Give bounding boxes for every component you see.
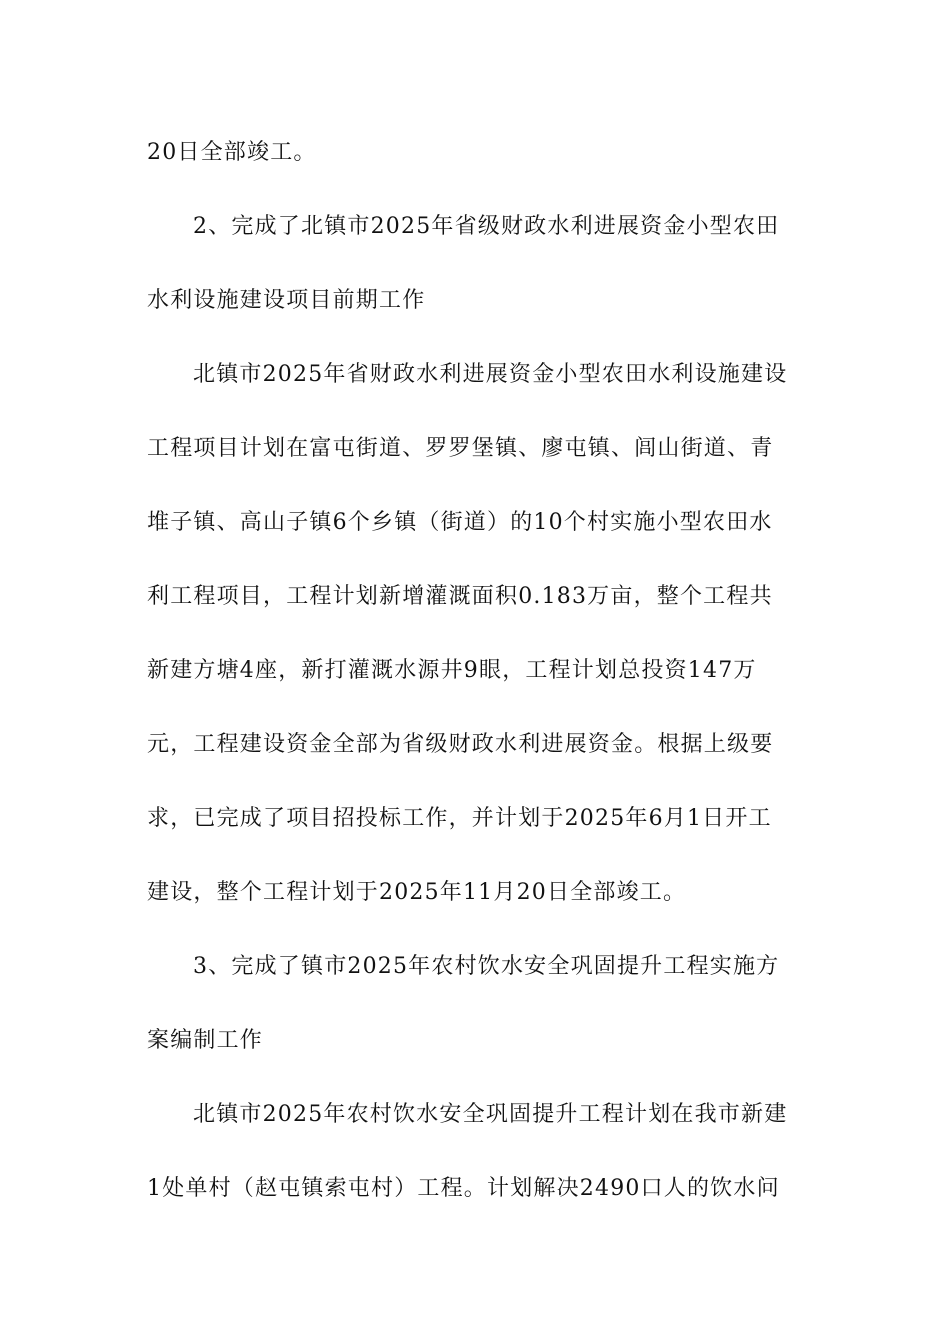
section-heading-2-cont: 水利设施建设项目前期工作 [147,288,426,313]
section-heading-3-cont: 案编制工作 [147,1028,264,1053]
paragraph-line: 建设，整个工程计划于2025年11月20日全部竣工。 [147,880,687,905]
paragraph-line: 北镇市2025年省财政水利进展资金小型农田水利设施建设 [193,362,788,387]
paragraph-line: 求，已完成了项目招投标工作，并计划于2025年6月1日开工 [147,806,772,831]
paragraph-line: 北镇市2025年农村饮水安全巩固提升工程计划在我市新建 [193,1102,788,1127]
paragraph-line: 1处单村（赵屯镇索屯村）工程。计划解决2490口人的饮水问 [147,1176,780,1201]
paragraph-line: 元，工程建设资金全部为省级财政水利进展资金。根据上级要 [147,732,774,757]
text-line-continuation: 20日全部竣工。 [147,140,317,165]
section-heading-3: 3、完成了镇市2025年农村饮水安全巩固提升工程实施方 [193,954,780,979]
section-heading-2: 2、完成了北镇市2025年省级财政水利进展资金小型农田 [193,214,780,239]
paragraph-line: 工程项目计划在富屯街道、罗罗堡镇、廖屯镇、闾山街道、青 [147,436,774,461]
paragraph-line: 新建方塘4座，新打灌溉水源井9眼，工程计划总投资147万 [147,658,757,683]
paragraph-line: 堆子镇、高山子镇6个乡镇（街道）的10个村实施小型农田水 [147,510,773,535]
paragraph-line: 利工程项目，工程计划新增灌溉面积0.183万亩，整个工程共 [147,584,773,609]
